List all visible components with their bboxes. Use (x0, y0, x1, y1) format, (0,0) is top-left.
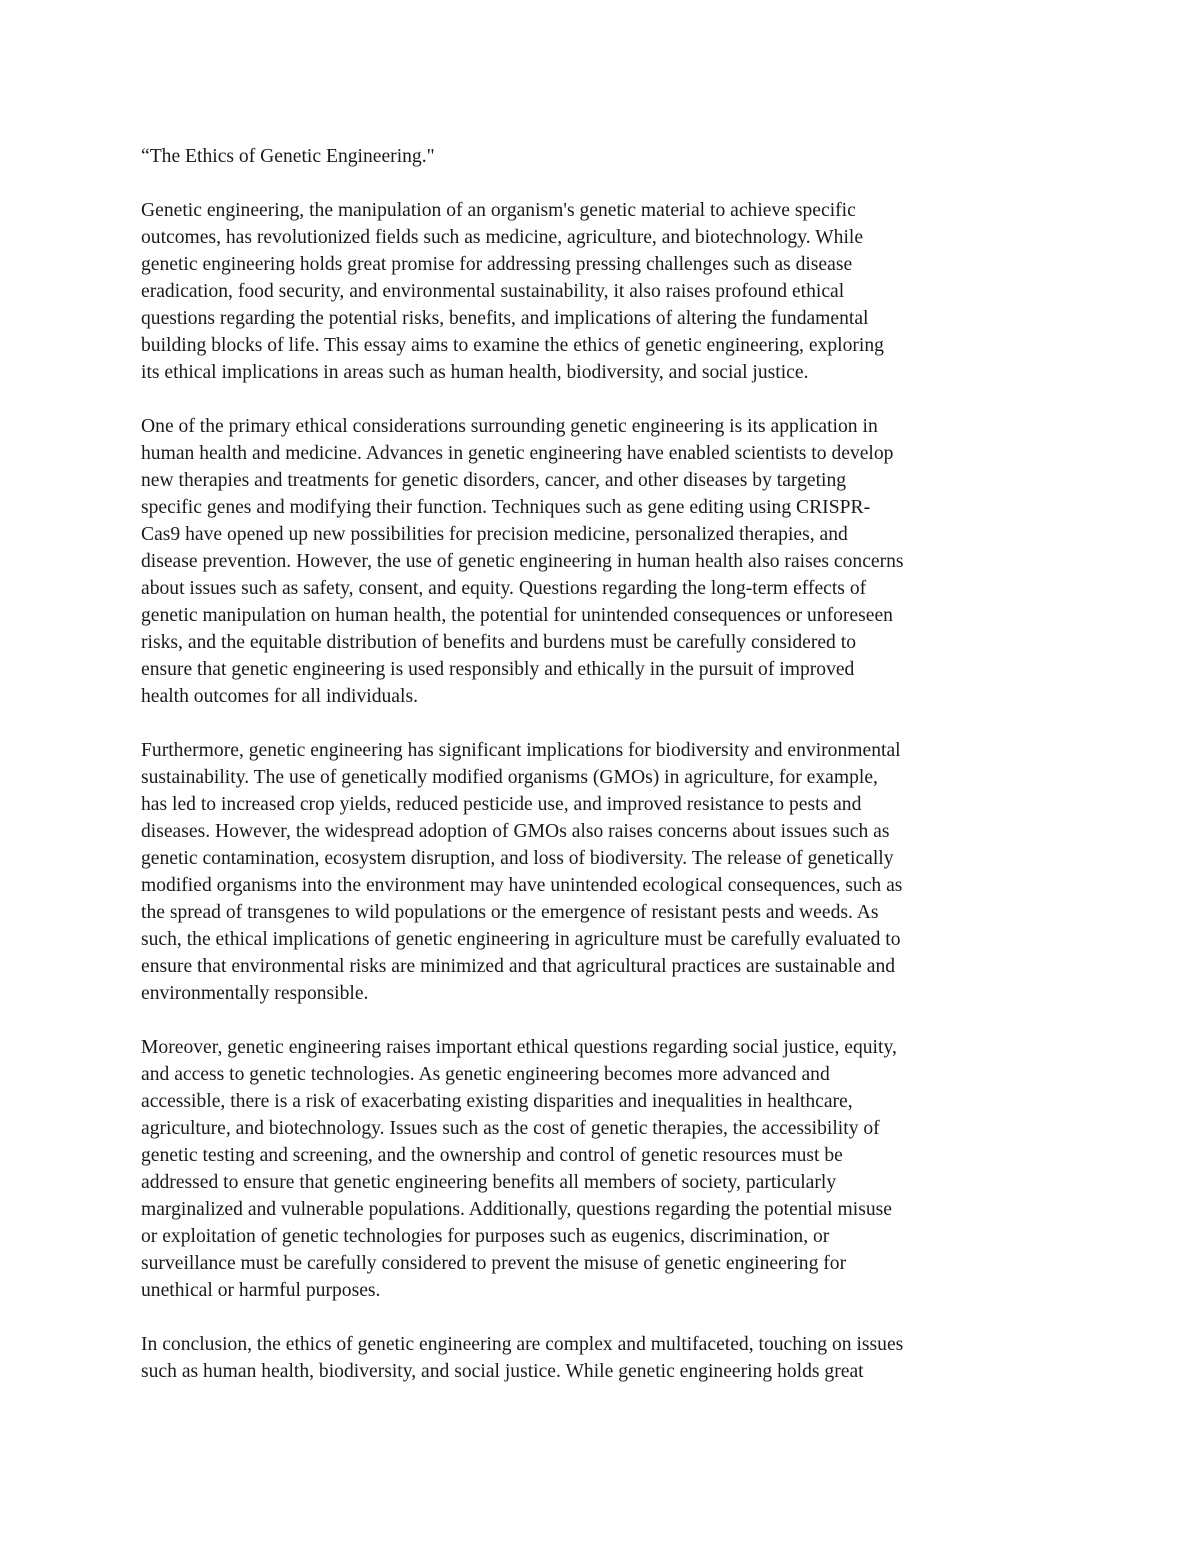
paragraph-list (141, 197, 1066, 1385)
paragraph-line: agriculture, and biotechnology. Issues such as the cost of genetic therapies, the accessibility of (141, 1118, 880, 1139)
paragraph-line: Moreover, genetic engineering raises important ethical questions regarding social justice, equity, (141, 1037, 897, 1058)
paragraph (141, 413, 1066, 710)
paragraph-line: risks, and the equitable distribution of benefits and burdens must be carefully considered to (141, 632, 856, 653)
paragraph-line: Genetic engineering, the manipulation of an organism's genetic material to achieve specific (141, 200, 856, 221)
paragraph-line: has led to increased crop yields, reduced pesticide use, and improved resistance to pests and (141, 794, 862, 815)
paragraph (141, 1331, 1066, 1385)
paragraph-line: or exploitation of genetic technologies for purposes such as eugenics, discrimination, or (141, 1226, 830, 1247)
paragraph (141, 1034, 1066, 1304)
paragraph-line: human health and medicine. Advances in genetic engineering have enabled scientists to develop (141, 443, 894, 464)
paragraph-line: One of the primary ethical considerations surrounding genetic engineering is its application in (141, 416, 878, 437)
document-body (141, 143, 1066, 1412)
paragraph-line: surveillance must be carefully considered to prevent the misuse of genetic engineering for (141, 1253, 847, 1274)
paragraph-line: In conclusion, the ethics of genetic engineering are complex and multifaceted, touching on issues (141, 1334, 904, 1355)
paragraph-line: questions regarding the potential risks, benefits, and implications of altering the fundamental (141, 308, 869, 329)
paragraph-line: about issues such as safety, consent, and equity. Questions regarding the long-term effects of (141, 578, 867, 599)
paragraph-line: diseases. However, the widespread adoption of GMOs also raises concerns about issues such as (141, 821, 890, 842)
paragraph-line: such, the ethical implications of genetic engineering in agriculture must be carefully evaluated to (141, 929, 901, 950)
paragraph-line: marginalized and vulnerable populations. Additionally, questions regarding the potential misuse (141, 1199, 892, 1220)
paragraph (141, 197, 1066, 386)
paragraph-line: outcomes, has revolutionized fields such as medicine, agriculture, and biotechnology. While (141, 227, 864, 248)
paragraph-line: genetic engineering holds great promise for addressing pressing challenges such as disease (141, 254, 853, 275)
paragraph-line: genetic contamination, ecosystem disruption, and loss of biodiversity. The release of genetically (141, 848, 894, 869)
paragraph-line: building blocks of life. This essay aims to examine the ethics of genetic engineering, exploring (141, 335, 884, 356)
paragraph-line: such as human health, biodiversity, and social justice. While genetic engineering holds great (141, 1361, 864, 1382)
paragraph-line: the spread of transgenes to wild populations or the emergence of resistant pests and weeds. As (141, 902, 879, 923)
paragraph-line: new therapies and treatments for genetic disorders, cancer, and other diseases by targeting (141, 470, 847, 491)
paragraph-line: disease prevention. However, the use of genetic engineering in human health also raises concerns (141, 551, 904, 572)
paragraph-line: addressed to ensure that genetic engineering benefits all members of society, particularly (141, 1172, 837, 1193)
paragraph-line: Furthermore, genetic engineering has significant implications for biodiversity and environmental (141, 740, 901, 761)
paragraph (141, 737, 1066, 1007)
paragraph-line: and access to genetic technologies. As genetic engineering becomes more advanced and (141, 1064, 830, 1085)
document-title: “The Ethics of Genetic Engineering." (141, 146, 435, 167)
paragraph-line: Cas9 have opened up new possibilities for precision medicine, personalized therapies, and (141, 524, 848, 545)
paragraph-line: its ethical implications in areas such as human health, biodiversity, and social justice. (141, 362, 809, 383)
paragraph-line: sustainability. The use of genetically modified organisms (GMOs) in agriculture, for example, (141, 767, 878, 788)
paragraph-line: genetic manipulation on human health, the potential for unintended consequences or unforeseen (141, 605, 893, 626)
paragraph-line: health outcomes for all individuals. (141, 686, 418, 707)
paragraph-line: modified organisms into the environment may have unintended ecological consequences, such as (141, 875, 903, 896)
paragraph-line: environmentally responsible. (141, 983, 369, 1004)
paragraph-line: unethical or harmful purposes. (141, 1280, 381, 1301)
paragraph-line: genetic testing and screening, and the ownership and control of genetic resources must be (141, 1145, 843, 1166)
paragraph-line: accessible, there is a risk of exacerbating existing disparities and inequalities in healthcare, (141, 1091, 853, 1112)
paragraph-line: specific genes and modifying their function. Techniques such as gene editing using CRISPR- (141, 497, 871, 518)
paragraph-line: eradication, food security, and environmental sustainability, it also raises profound ethical (141, 281, 845, 302)
paragraph-line: ensure that environmental risks are minimized and that agricultural practices are sustainable and (141, 956, 896, 977)
paragraph-line: ensure that genetic engineering is used responsibly and ethically in the pursuit of improved (141, 659, 855, 680)
